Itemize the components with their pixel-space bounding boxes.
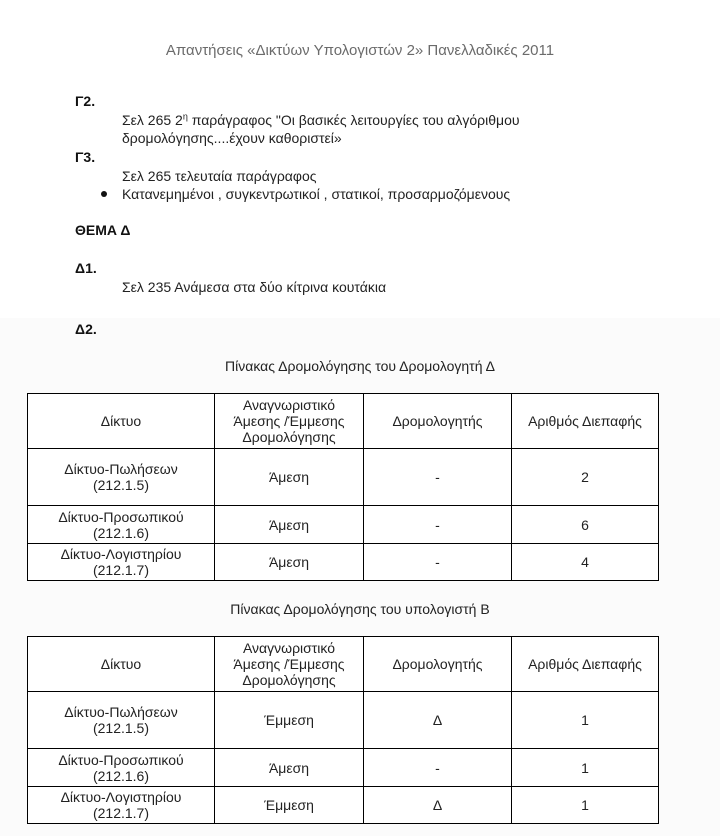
network-address: (212.1.7) xyxy=(92,805,150,821)
interface-cell: 1 xyxy=(512,749,659,787)
routing-type-cell: Άμεση xyxy=(215,544,364,581)
network-address: (212.1.5) xyxy=(92,720,150,736)
network-address: (212.1.6) xyxy=(92,767,150,784)
section-g2-text xyxy=(122,111,712,147)
header-interface-number: Αριθμός Διεπαφής xyxy=(512,394,659,449)
document-title: Απαντήσεις «Δικτύων Υπολογιστών 2» Πανελλαδικές 2011 xyxy=(165,42,555,59)
header-routing-type-line2: Άμεσης /Έμμεσης xyxy=(233,656,345,672)
table-row xyxy=(28,449,659,506)
g2-line1-pre: Σελ 265 2 xyxy=(122,112,183,128)
table-row xyxy=(28,692,659,749)
router-cell: - xyxy=(364,544,512,581)
header-router: Δρομολογητής xyxy=(364,394,512,449)
table1-caption: Πίνακας Δρομολόγησης του Δρομολογητή Δ xyxy=(225,358,495,374)
section-g3-bullet-text: Κατανεμημένοι , συγκεντρωτικοί , στατικοί, προσαρμοζόμενους xyxy=(122,186,511,202)
router-cell: - xyxy=(364,449,512,506)
routing-type-cell: Άμεση xyxy=(215,449,364,506)
section-g2-line1 xyxy=(122,111,712,129)
network-cell xyxy=(28,544,215,581)
routing-table-host-b xyxy=(27,636,659,824)
interface-cell: 2 xyxy=(512,449,659,506)
header-routing-type-line3: Δρομολόγησης xyxy=(242,672,336,688)
network-cell xyxy=(28,449,215,506)
table-header-row xyxy=(28,394,659,449)
network-cell xyxy=(28,749,215,787)
section-d2-label: Δ2. xyxy=(75,321,97,337)
interface-cell: 1 xyxy=(512,692,659,749)
header-routing-type-line2: Άμεσης /Έμμεσης xyxy=(233,413,345,429)
header-network: Δίκτυο xyxy=(28,394,215,449)
header-routing-type-line3: Δρομολόγησης xyxy=(242,429,336,445)
theme-d-heading: ΘΕΜΑ Δ xyxy=(75,222,131,238)
interface-cell: 6 xyxy=(512,506,659,544)
network-address: (212.1.6) xyxy=(92,524,150,541)
routing-table-router-d xyxy=(27,393,659,581)
router-cell: Δ xyxy=(364,787,512,824)
section-d1-label: Δ1. xyxy=(75,260,97,276)
network-cell xyxy=(28,506,215,544)
table-row xyxy=(28,749,659,787)
section-g3-line1: Σελ 265 τελευταία παράγραφος xyxy=(122,168,317,184)
header-network: Δίκτυο xyxy=(28,637,215,692)
network-name: Δίκτυο-Λογιστηρίου xyxy=(60,546,182,562)
interface-cell: 1 xyxy=(512,787,659,824)
network-cell xyxy=(28,692,215,749)
router-cell: Δ xyxy=(364,692,512,749)
routing-type-cell: Άμεση xyxy=(215,506,364,544)
network-cell xyxy=(28,787,215,824)
routing-type-cell: Άμεση xyxy=(215,749,364,787)
table2-caption: Πίνακας Δρομολόγησης του υπολογιστή Β xyxy=(230,601,490,617)
bullet-dot-icon xyxy=(101,191,107,197)
header-routing-type xyxy=(215,394,364,449)
routing-type-cell: Έμμεση xyxy=(215,692,364,749)
router-cell: - xyxy=(364,749,512,787)
section-g2-label: Γ2. xyxy=(75,93,96,109)
network-name: Δίκτυο-Προσωπικού xyxy=(58,508,184,525)
router-cell: - xyxy=(364,506,512,544)
table-header-row xyxy=(28,637,659,692)
header-router: Δρομολογητής xyxy=(364,637,512,692)
network-name: Δίκτυο-Πωλήσεων xyxy=(64,704,178,720)
network-name: Δίκτυο-Πωλήσεων xyxy=(64,461,178,477)
routing-type-cell: Έμμεση xyxy=(215,787,364,824)
network-name: Δίκτυο-Προσωπικού xyxy=(58,751,184,768)
network-address: (212.1.5) xyxy=(92,477,150,493)
section-g3-label: Γ3. xyxy=(75,149,96,165)
section-d1-text: Σελ 235 Ανάμεσα στα δύο κίτρινα κουτάκια xyxy=(122,279,387,295)
g2-line1-post: παράγραφος "Οι βασικές λειτουργίες του αλγόριθμου xyxy=(187,112,520,128)
header-routing-type xyxy=(215,637,364,692)
interface-cell: 4 xyxy=(512,544,659,581)
header-interface-number: Αριθμός Διεπαφής xyxy=(512,637,659,692)
table-row xyxy=(28,787,659,824)
network-address: (212.1.7) xyxy=(92,562,150,578)
header-routing-type-line1: Αναγνωριστικό xyxy=(242,397,336,413)
network-name: Δίκτυο-Λογιστηρίου xyxy=(60,789,182,805)
table-row xyxy=(28,544,659,581)
section-g2-line2: δρομολόγησης....έχουν καθοριστεί» xyxy=(122,130,342,146)
header-routing-type-line1: Αναγνωριστικό xyxy=(242,640,336,656)
table-row xyxy=(28,506,659,544)
g2-line1-sup: η xyxy=(182,111,188,122)
